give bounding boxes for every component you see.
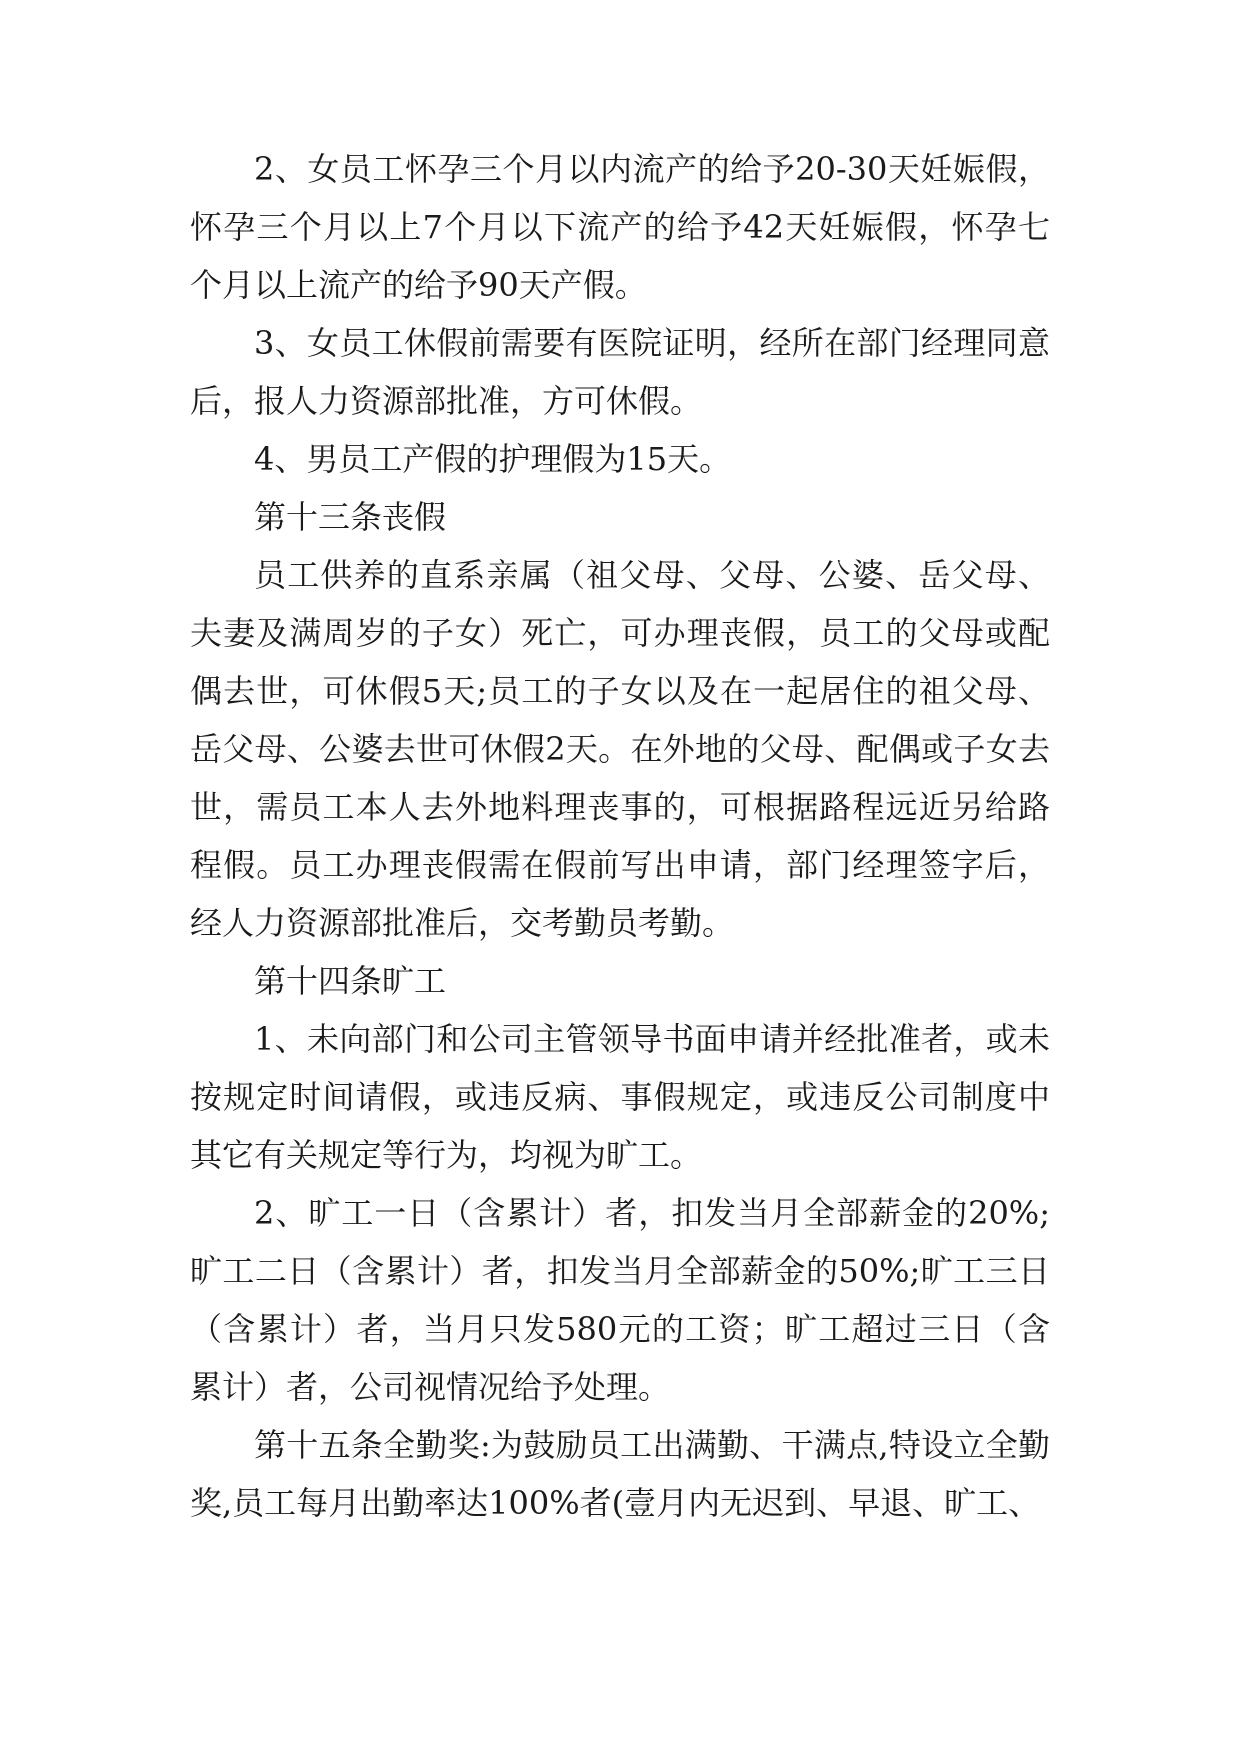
paragraph-paternity-leave: 4、男员工产假的护理假为15天。 — [254, 440, 732, 478]
heading-article-13: 第十三条丧假 — [254, 498, 447, 536]
document-page — [190, 140, 1050, 1532]
paragraph-attendance-bonus: 第十五条全勤奖:为鼓励员工出满勤、干满点,特设立全勤奖,员工每月出勤率达100%者(壹月内无迟到、早退、旷工、 — [190, 1426, 1050, 1522]
paragraph-bereavement-leave: 员工供养的直系亲属（祖父母、父母、公婆、岳父母、夫妻及满周岁的子女）死亡，可办理丧假，员工的父母或配偶去世，可休假5天;员工的子女以及在一起居住的祖父母、岳父母、公婆去世可休假2天。在外地的父母、配偶或子女去世，需员工本人去外地料理丧事的，可根据路程远近另给路程假。员工办理丧假需在假前写出申请，部门经理签字后，经人力资源部批准后，交考勤员考勤。 — [190, 556, 1050, 942]
paragraph-miscarriage-leave: 2、女员工怀孕三个月以内流产的给予20-30天妊娠假，怀孕三个月以上7个月以下流产的给予42天妊娠假，怀孕七个月以上流产的给予90天产假。 — [190, 150, 1050, 304]
heading-article-14: 第十四条旷工 — [254, 962, 447, 1000]
paragraph-absenteeism-penalty: 2、旷工一日（含累计）者，扣发当月全部薪金的20%;旷工二日（含累计）者，扣发当月全部薪金的50%;旷工三日（含累计）者，当月只发580元的工资；旷工超过三日（含累计）者，公司视情况给予处理。 — [190, 1194, 1050, 1406]
paragraph-absenteeism-definition: 1、未向部门和公司主管领导书面申请并经批准者，或未按规定时间请假，或违反病、事假规定，或违反公司制度中其它有关规定等行为，均视为旷工。 — [190, 1020, 1050, 1174]
paragraph-hospital-certificate: 3、女员工休假前需要有医院证明，经所在部门经理同意后，报人力资源部批准，方可休假。 — [190, 324, 1050, 420]
